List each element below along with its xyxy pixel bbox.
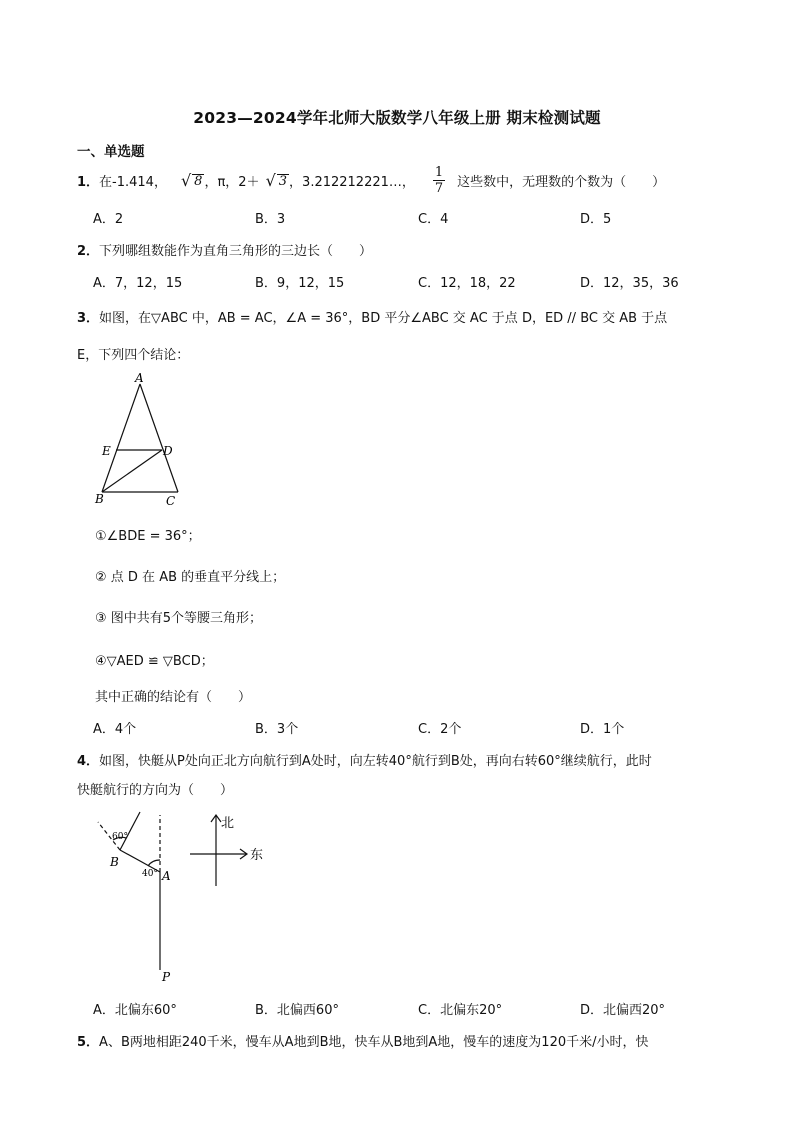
sqrt-3: √ 3: [265, 170, 288, 190]
question-number: 5．: [77, 1035, 100, 1050]
q1-option-a: A．2: [93, 212, 124, 227]
q2-option-c: C．12，18，22: [418, 276, 516, 291]
q2-option-a: A．7，12，15: [93, 276, 183, 291]
q3-option-b: B．3个: [255, 722, 299, 737]
label-p: P: [162, 970, 171, 984]
q3-statement-4: ④▽AED ≌ ▽BCD；: [95, 654, 214, 669]
q4-option-c: C．北偏东20°: [418, 1003, 503, 1018]
angle-40-label: 40°: [142, 869, 158, 879]
label-b: B: [95, 492, 104, 506]
navigation-figure: [90, 810, 280, 990]
q4-option-b: B．北偏西60°: [255, 1003, 339, 1018]
q3-option-a: A．4个: [93, 722, 137, 737]
label-b: B: [110, 855, 119, 869]
triangle-figure: [90, 368, 190, 513]
question-3: [77, 307, 667, 326]
q1-text-pi: ，π，2＋: [204, 174, 260, 190]
q4-option-a: A．北偏东60°: [93, 1003, 177, 1018]
question-number: 2．: [77, 244, 100, 259]
q1-option-b: B．3: [255, 212, 286, 227]
label-a: A: [135, 371, 144, 385]
question-4: [77, 750, 652, 769]
angle-60-label: 60°: [112, 832, 128, 842]
label-a: A: [162, 869, 171, 883]
section-heading: 一、单选题: [77, 144, 145, 160]
q3-option-d: D．1个: [580, 722, 625, 737]
fraction-1-7: $\frac{1}{7}$: [434, 164, 444, 196]
q3-statement-2: ② 点 D 在 AB 的垂直平分线上；: [95, 570, 286, 585]
label-d: D: [163, 444, 173, 458]
q3-ask: 其中正确的结论有（ ）: [95, 690, 252, 705]
q1-option-c: C．4: [418, 212, 449, 227]
q1-option-d: D．5: [580, 212, 612, 227]
q1-text-pre: 在-1.414，: [99, 174, 167, 190]
q4-line-1: 如图，快艇从P处向正北方向航行到A处时，向左转40°航行到B处，再向右转60°继续航行，此时: [99, 754, 652, 769]
q3-option-c: C．2个: [418, 722, 462, 737]
east-label: 东: [250, 848, 264, 863]
question-2: [77, 240, 372, 259]
q3-line-2: E，下列四个结论：: [77, 348, 190, 363]
q3-statement-3: ③ 图中共有5个等腰三角形；: [95, 611, 263, 626]
question-5: [77, 1031, 649, 1050]
question-1: [77, 166, 665, 194]
sqrt-8: √ 8: [180, 170, 203, 190]
question-number: 1．: [77, 174, 100, 190]
q4-option-d: D．北偏西20°: [580, 1003, 666, 1018]
q1-text-post: 这些数中，无理数的个数为（ ）: [457, 174, 666, 190]
label-c: C: [166, 494, 176, 508]
question-number: 3．: [77, 311, 100, 326]
page-title: 2023—2024学年北师大版数学八年级上册 期末检测试题: [193, 109, 601, 127]
north-label: 北: [221, 816, 235, 831]
q2-option-d: D．12，35，36: [580, 276, 679, 291]
q5-text: A、B两地相距240千米，慢车从A地到B地，快车从B地到A地，慢车的速度为120千米/小时，快: [99, 1035, 649, 1050]
q2-option-b: B．9，12，15: [255, 276, 345, 291]
q2-text: 下列哪组数能作为直角三角形的三边长（ ）: [99, 244, 373, 259]
question-number: 4．: [77, 754, 100, 769]
label-e: E: [102, 444, 111, 458]
q3-statement-1: ①∠BDE = 36°；: [95, 529, 201, 544]
q3-line-1: 如图，在▽ABC 中，AB = AC，∠A = 36°，BD 平分∠ABC 交 AC 于点 D，ED // BC 交 AB 于点: [99, 311, 668, 326]
q1-text-decimal: ，3.212212221…，: [289, 174, 415, 190]
q4-line-2: 快艇航行的方向为（ ）: [77, 783, 234, 798]
